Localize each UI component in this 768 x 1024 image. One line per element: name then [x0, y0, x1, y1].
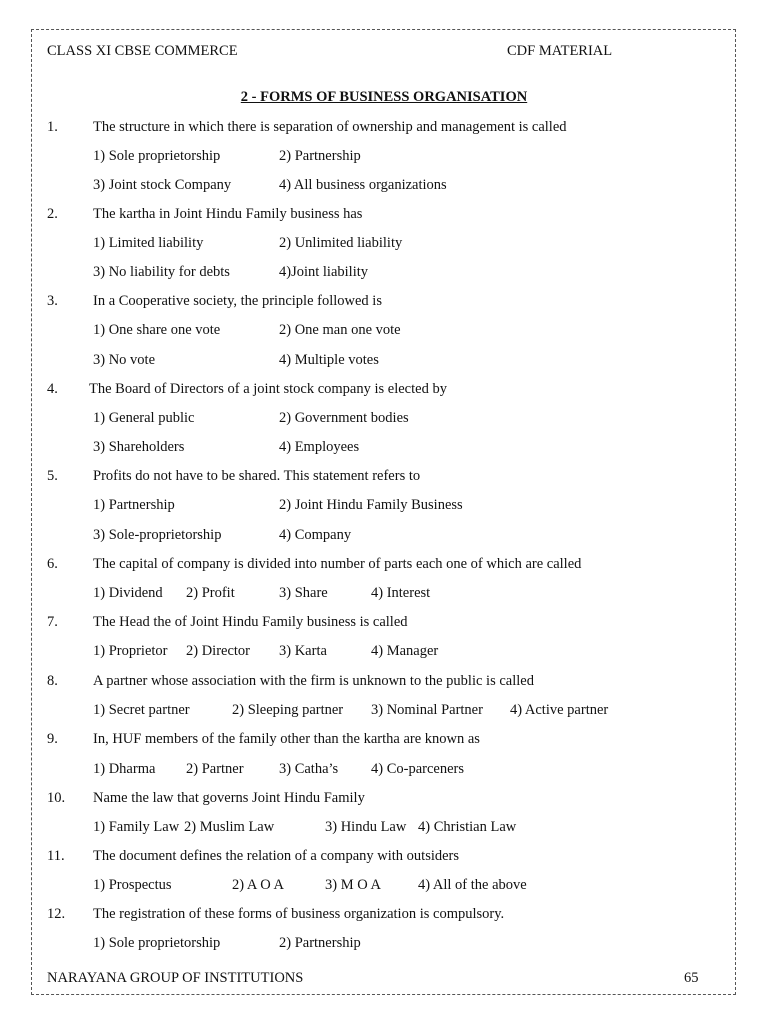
- option-1: 1) Proprietor: [93, 643, 168, 659]
- question-text: The Head the of Joint Hindu Family business is called: [93, 614, 408, 630]
- option-1: 1) Secret partner: [93, 702, 190, 718]
- header-right: CDF MATERIAL: [507, 43, 613, 59]
- option-2: 2) Sleeping partner: [232, 702, 344, 718]
- option-2: 2) Partnership: [279, 935, 361, 951]
- option-1: 1) Family Law: [93, 819, 180, 835]
- option-1: 1) Dharma: [93, 761, 156, 777]
- option-4: 4)Joint liability: [279, 264, 369, 280]
- option-4: 4) All of the above: [418, 877, 527, 893]
- option-2: 2) One man one vote: [279, 322, 401, 338]
- question-number: 11.: [47, 848, 65, 864]
- option-2: 2) Unlimited liability: [279, 235, 403, 251]
- option-1: 1) Sole proprietorship: [93, 935, 221, 951]
- question-number: 10.: [47, 790, 66, 806]
- question-text: The registration of these forms of business organization is compulsory.: [93, 906, 505, 922]
- option-1: 1) General public: [93, 410, 195, 426]
- question-number: 9.: [47, 731, 58, 747]
- option-1: 1) One share one vote: [93, 322, 221, 338]
- page-number: 65: [684, 970, 699, 986]
- option-3: 3) Shareholders: [93, 439, 185, 455]
- option-4: 4) Active partner: [510, 702, 609, 718]
- option-3: 3) Sole-proprietorship: [93, 527, 222, 543]
- question-number: 7.: [47, 614, 58, 630]
- question-text: The structure in which there is separation of ownership and management is called: [93, 119, 567, 135]
- option-1: 1) Dividend: [93, 585, 163, 601]
- option-3: 3) M O A: [325, 877, 381, 893]
- option-2: 2) Government bodies: [279, 410, 409, 426]
- option-2: 2) Director: [186, 643, 251, 659]
- footer-institution: NARAYANA GROUP OF INSTITUTIONS: [47, 970, 304, 986]
- option-4: 4) Manager: [371, 643, 439, 659]
- option-1: 1) Partnership: [93, 497, 175, 513]
- option-3: 3) Catha’s: [279, 761, 339, 777]
- question-number: 12.: [47, 906, 66, 922]
- option-2: 2) Joint Hindu Family Business: [279, 497, 463, 513]
- question-text: The document defines the relation of a company with outsiders: [93, 848, 460, 864]
- question-number: 4.: [47, 381, 58, 397]
- question-number: 8.: [47, 673, 58, 689]
- option-4: 4) Co-parceners: [371, 761, 464, 777]
- option-4: 4) Interest: [371, 585, 431, 601]
- option-3: 3) Karta: [279, 643, 327, 659]
- option-4: 4) Employees: [279, 439, 360, 455]
- option-3: 3) Joint stock Company: [93, 177, 232, 193]
- option-3: 3) Nominal Partner: [371, 702, 483, 718]
- question-text: Name the law that governs Joint Hindu Family: [93, 790, 365, 806]
- question-number: 3.: [47, 293, 58, 309]
- option-3: 3) No liability for debts: [93, 264, 230, 280]
- question-number: 1.: [47, 119, 58, 135]
- question-number: 5.: [47, 468, 58, 484]
- question-text: The capital of company is divided into number of parts each one of which are called: [93, 556, 582, 572]
- option-3: 3) No vote: [93, 352, 156, 368]
- option-4: 4) Christian Law: [418, 819, 517, 835]
- option-2: 2) Muslim Law: [184, 819, 275, 835]
- option-4: 4) All business organizations: [279, 177, 447, 193]
- option-2: 2) Partner: [186, 761, 244, 777]
- question-number: 2.: [47, 206, 58, 222]
- question-text: Profits do not have to be shared. This statement refers to: [93, 468, 421, 484]
- question-number: 6.: [47, 556, 58, 572]
- option-4: 4) Multiple votes: [279, 352, 379, 368]
- option-3: 3) Share: [279, 585, 328, 601]
- option-2: 2) A O A: [232, 877, 284, 893]
- option-1: 1) Limited liability: [93, 235, 204, 251]
- question-text: A partner whose association with the firm is unknown to the public is called: [93, 673, 534, 689]
- question-text: The kartha in Joint Hindu Family business has: [93, 206, 363, 222]
- question-text: In, HUF members of the family other than the kartha are known as: [93, 731, 480, 747]
- question-text: In a Cooperative society, the principle followed is: [93, 293, 382, 309]
- option-2: 2) Partnership: [279, 148, 361, 164]
- option-2: 2) Profit: [186, 585, 235, 601]
- question-text: The Board of Directors of a joint stock company is elected by: [89, 381, 447, 397]
- option-1: 1) Sole proprietorship: [93, 148, 221, 164]
- option-4: 4) Company: [279, 527, 352, 543]
- option-3: 3) Hindu Law: [325, 819, 407, 835]
- page-title: 2 - FORMS OF BUSINESS ORGANISATION: [240, 89, 528, 105]
- header-left: CLASS XI CBSE COMMERCE: [47, 43, 238, 59]
- option-1: 1) Prospectus: [93, 877, 172, 893]
